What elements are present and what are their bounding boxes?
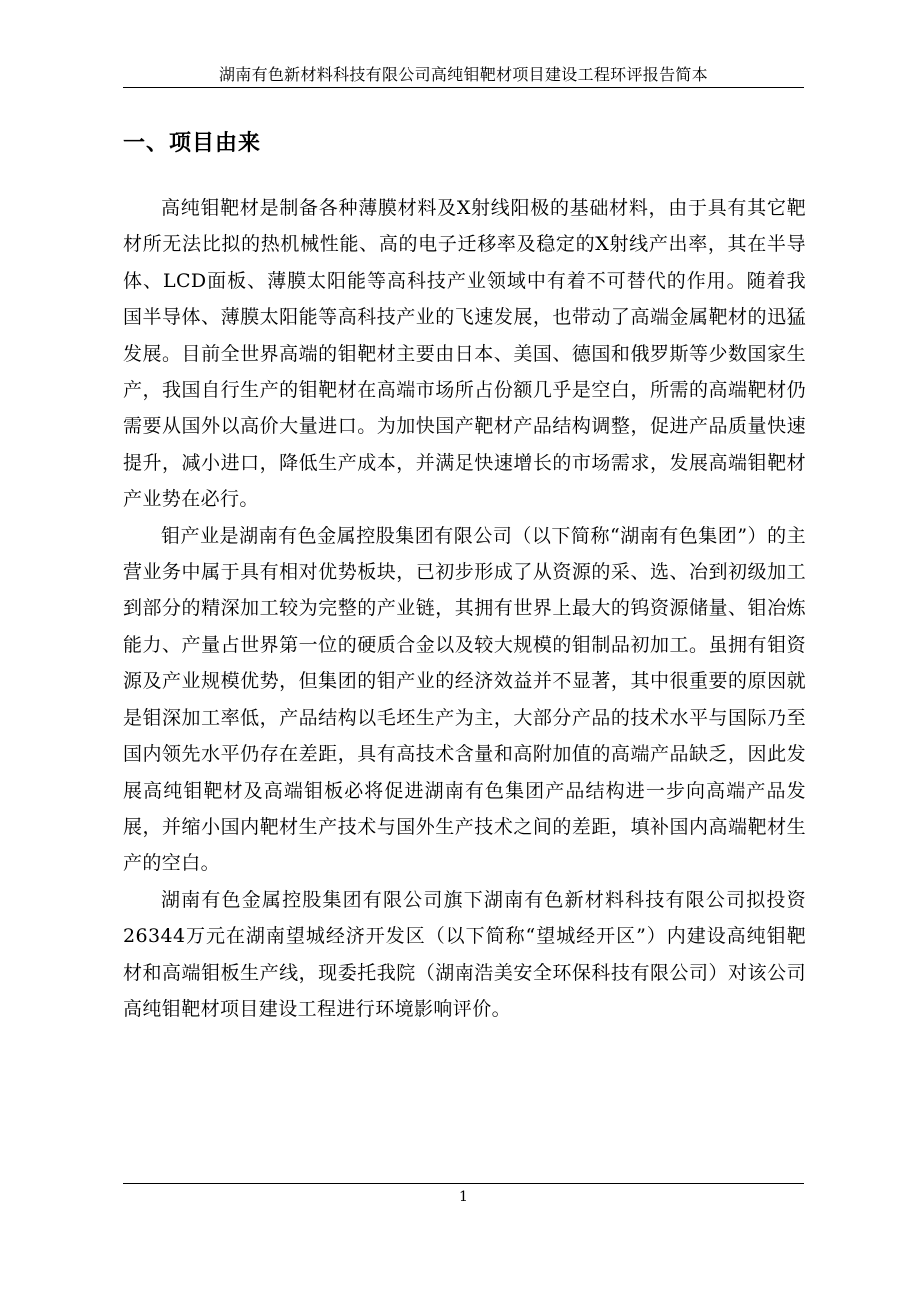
section-heading: 一、项目由来 bbox=[123, 131, 262, 156]
paragraph-background: 高纯钼靶材是制备各种薄膜材料及X射线阳极的基础材料，由于具有其它靶材所无法比拟的热机械性能、高的电子迁移率及稳定的X射线产出率，其在半导体、LCD面板、薄膜太阳能等高科技产业领域中有着不可替代的作用。随着我国半导体、薄膜太阳能等高科技产业的飞速发展，也带动了高端金属靶材的迅猛发展。目前全世界高端的钼靶材主要由日本、美国、德国和俄罗斯等少数国家生产，我国自行生产的钼靶材在高端市场所占份额几乎是空白，所需的高端靶材仍需要从国外以高价大量进口。为加快国产靶材产品结构调整，促进产品质量快速提升，减小进口，降低生产成本，并满足快速增长的市场需求，发展高端钼靶材产业势在必行。 bbox=[123, 197, 806, 511]
paragraph-investment: 湖南有色金属控股集团有限公司旗下湖南有色新材料科技有限公司拟投资26344万元在湖南望城经济开发区（以下简称“望城经开区”）内建设高纯钼靶材和高端钼板生产线，现委托我院（湖南浩美安全环保科技有限公司）对该公司高纯钼靶材项目建设工程进行环境影响评价。 bbox=[123, 888, 806, 1020]
paragraph-industry: 钼产业是湖南有色金属控股集团有限公司（以下简称“湖南有色集团”）的主营业务中属于具有相对优势板块，已初步形成了从资源的采、选、冶到初级加工到部分的精深加工较为完整的产业链，其拥有世界上最大的钨资源储量、钼冶炼能力、产量占世界第一位的硬质合金以及较大规模的钼制品初加工。虽拥有钼资源及产业规模优势，但集团的钼产业的经济效益并不显著，其中很重要的原因就是钼深加工率低，产品结构以毛坯生产为主，大部分产品的技术水平与国际乃至国内领先水平仍存在差距，具有高技术含量和高附加值的高端产品缺乏，因此发展高纯钼靶材及高端钼板必将促进湖南有色集团产品结构进一步向高端产品发展，并缩小国内靶材生产技术与国外生产技术之间的差距，填补国内高端靶材生产的空白。 bbox=[123, 524, 806, 875]
footer-divider bbox=[123, 1183, 804, 1184]
page-header: 湖南有色新材料科技有限公司高纯钼靶材项目建设工程环评报告简本 bbox=[218, 65, 708, 84]
page-number: 1 bbox=[459, 1189, 468, 1205]
document-body bbox=[123, 190, 806, 1027]
header-divider bbox=[123, 87, 804, 88]
